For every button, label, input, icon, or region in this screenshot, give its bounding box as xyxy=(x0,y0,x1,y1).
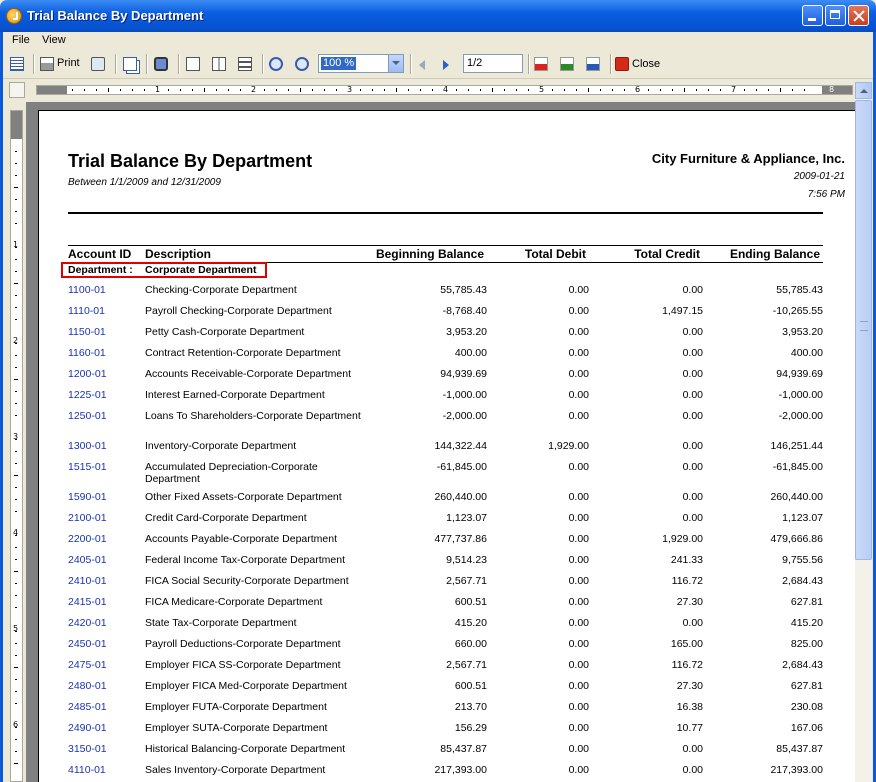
beginning-balance: 144,322.44 xyxy=(434,440,487,452)
header-total-debit: Total Debit xyxy=(524,247,586,261)
toolbar-separator xyxy=(115,54,117,74)
ending-balance: 217,393.00 xyxy=(770,764,823,776)
table-header xyxy=(68,245,823,263)
table-row xyxy=(39,680,855,700)
multi-page-icon xyxy=(212,57,226,71)
ending-balance: 2,684.43 xyxy=(782,575,823,587)
toolbar-separator xyxy=(146,54,148,74)
ending-balance: -2,000.00 xyxy=(778,410,823,422)
total-credit: 0.00 xyxy=(682,389,703,401)
ending-balance: 627.81 xyxy=(790,680,823,692)
beginning-balance: 2,567.71 xyxy=(446,575,487,587)
total-credit: 0.00 xyxy=(682,326,703,338)
beginning-balance: 2,567.71 xyxy=(446,659,487,671)
account-description: Interest Earned-Corporate Department xyxy=(145,389,325,401)
account-description: Employer FUTA-Corporate Department xyxy=(145,701,327,713)
total-debit: 0.00 xyxy=(568,284,589,296)
account-description: State Tax-Corporate Department xyxy=(145,617,297,629)
beginning-balance: -1,000.00 xyxy=(442,389,487,401)
table-row xyxy=(39,461,855,485)
single-page-icon xyxy=(186,57,200,71)
account-description: Loans To Shareholders-Corporate Department xyxy=(145,410,361,422)
account-link[interactable]: 2405-01 xyxy=(68,554,107,566)
total-credit: 165.00 xyxy=(670,638,703,650)
window-frame-left xyxy=(0,32,3,782)
ruler-label: 5 xyxy=(539,85,545,94)
total-credit: 0.00 xyxy=(682,284,703,296)
account-link[interactable]: 1100-01 xyxy=(68,284,106,296)
account-link[interactable]: 2450-01 xyxy=(68,638,107,650)
report-time: 7:56 PM xyxy=(807,189,845,200)
export-pdf-button[interactable] xyxy=(532,54,552,74)
account-description: Payroll Checking-Corporate Department xyxy=(145,305,332,317)
table-row xyxy=(39,617,855,637)
printer-icon xyxy=(40,57,54,71)
account-link[interactable]: 1250-01 xyxy=(68,410,107,422)
total-credit: 1,497.15 xyxy=(662,305,703,317)
total-credit: 0.00 xyxy=(682,743,703,755)
account-description: Payroll Deductions-Corporate Department xyxy=(145,638,341,650)
beginning-balance: 660.00 xyxy=(454,638,487,650)
arrow-right-icon xyxy=(443,60,449,70)
title-bar[interactable] xyxy=(0,0,876,32)
beginning-balance: 477,737.86 xyxy=(434,533,487,545)
ending-balance: 230.08 xyxy=(790,701,823,713)
beginning-balance: 400.00 xyxy=(454,347,487,359)
vertical-ruler xyxy=(10,110,23,782)
app-icon xyxy=(6,8,22,24)
previous-page-button[interactable] xyxy=(413,54,433,74)
ending-balance: 55,785.43 xyxy=(776,284,823,296)
account-link[interactable]: 1160-01 xyxy=(68,347,106,359)
account-link[interactable]: 1200-01 xyxy=(68,368,107,380)
ruler-label: 1 xyxy=(155,85,161,94)
page-number-input[interactable]: 1/2 xyxy=(463,54,523,73)
account-description: Other Fixed Assets-Corporate Department xyxy=(145,491,342,503)
header-ending-balance: Ending Balance xyxy=(729,247,820,261)
total-credit: 27.30 xyxy=(676,680,703,692)
ruler-ticks xyxy=(11,111,22,781)
total-debit: 0.00 xyxy=(568,743,589,755)
ruler-label: 6 xyxy=(13,720,19,729)
ending-balance: 85,437.87 xyxy=(776,743,823,755)
ending-balance: 3,953.20 xyxy=(782,326,823,338)
excel-icon xyxy=(560,57,574,71)
page-setup-button[interactable] xyxy=(89,54,109,74)
account-description: Historical Balancing-Corporate Department xyxy=(145,743,346,755)
beginning-balance: 260,440.00 xyxy=(434,491,487,503)
account-link[interactable]: 1110-01 xyxy=(68,305,105,317)
scroll-thumb[interactable] xyxy=(855,100,872,560)
ruler-row xyxy=(3,80,873,102)
beginning-balance: 156.29 xyxy=(454,722,487,734)
account-description: FICA Medicare-Corporate Department xyxy=(145,596,323,608)
account-link[interactable]: 3150-01 xyxy=(68,743,107,755)
account-link[interactable]: 2410-01 xyxy=(68,575,107,587)
account-link[interactable]: 2480-01 xyxy=(68,680,107,692)
account-description: Employer FICA SS-Corporate Department xyxy=(145,659,341,671)
zoom-out-icon xyxy=(269,57,283,71)
total-debit: 0.00 xyxy=(568,722,589,734)
account-description: Checking-Corporate Department xyxy=(145,284,297,296)
export-word-button[interactable] xyxy=(584,54,604,74)
table-row xyxy=(39,410,855,430)
report-viewport[interactable] xyxy=(26,102,855,782)
ending-balance: 146,251.44 xyxy=(770,440,823,452)
ending-balance: 94,939.69 xyxy=(776,368,823,380)
horizontal-ruler xyxy=(36,85,853,95)
maximize-button[interactable] xyxy=(825,5,846,26)
account-description: Petty Cash-Corporate Department xyxy=(145,326,305,338)
header-total-credit: Total Credit xyxy=(634,247,700,261)
zoom-in-button[interactable] xyxy=(293,54,313,74)
total-debit: 0.00 xyxy=(568,596,589,608)
account-link[interactable]: 2485-01 xyxy=(68,701,107,713)
total-credit: 0.00 xyxy=(682,764,703,776)
account-description: Inventory-Corporate Department xyxy=(145,440,297,452)
table-row xyxy=(39,440,855,460)
total-debit: 0.00 xyxy=(568,533,589,545)
ending-balance: 415.20 xyxy=(790,617,823,629)
table-row xyxy=(39,512,855,532)
total-credit: 241.33 xyxy=(670,554,703,566)
arrow-left-icon xyxy=(419,60,425,70)
total-credit: 16.38 xyxy=(676,701,703,713)
account-link[interactable]: 1225-01 xyxy=(68,389,107,401)
total-credit: 0.00 xyxy=(682,617,703,629)
total-credit: 116.72 xyxy=(671,575,703,587)
account-description: Accumulated Depreciation-Corporate Department xyxy=(145,461,318,485)
close-window-button[interactable] xyxy=(848,5,869,26)
toolbar-separator xyxy=(528,54,530,74)
table-row xyxy=(39,743,855,763)
ruler-label: 4 xyxy=(13,528,19,537)
table-row xyxy=(39,368,855,388)
table-row xyxy=(39,701,855,721)
word-icon xyxy=(586,57,600,71)
minimize-button[interactable] xyxy=(802,5,823,26)
table-row xyxy=(39,491,855,511)
account-description: Employer SUTA-Corporate Department xyxy=(145,722,328,734)
vertical-scrollbar[interactable] xyxy=(855,82,872,782)
beginning-balance: 415.20 xyxy=(454,617,487,629)
table-row xyxy=(39,305,855,325)
zoom-in-icon xyxy=(295,57,309,71)
table-row xyxy=(39,326,855,346)
ruler-label: 3 xyxy=(347,85,353,94)
report-title: Trial Balance By Department xyxy=(68,151,313,171)
table-row xyxy=(39,722,855,742)
menu-view[interactable]: View xyxy=(42,34,66,46)
total-debit: 0.00 xyxy=(568,575,589,587)
multiple-pages-button[interactable] xyxy=(210,54,230,74)
grip-icon xyxy=(860,321,868,331)
header-description: Description xyxy=(145,247,212,261)
ruler-label: 2 xyxy=(251,85,257,94)
total-debit: 0.00 xyxy=(568,326,589,338)
find-button[interactable] xyxy=(152,54,172,74)
total-debit: 0.00 xyxy=(568,617,589,629)
scroll-up-button[interactable] xyxy=(855,82,872,99)
pdf-icon xyxy=(534,57,548,71)
title-divider xyxy=(68,212,823,214)
total-credit: 1,929.00 xyxy=(662,533,703,545)
page-setup-icon xyxy=(91,57,105,71)
department-name: Corporate Department xyxy=(145,264,257,276)
ending-balance: -61,845.00 xyxy=(772,461,823,473)
beginning-balance: 213.70 xyxy=(454,701,487,713)
total-debit: 0.00 xyxy=(568,680,589,692)
account-link[interactable]: 4110-01 xyxy=(68,764,106,776)
toolbar-separator xyxy=(178,54,180,74)
close-icon xyxy=(615,57,629,71)
total-credit: 0.00 xyxy=(682,440,703,452)
total-debit: 0.00 xyxy=(568,701,589,713)
header-account-id: Account ID xyxy=(68,247,132,261)
account-description: Accounts Payable-Corporate Department xyxy=(145,533,338,545)
close-label: Close xyxy=(632,58,661,70)
beginning-balance: 1,123.07 xyxy=(446,512,487,524)
report-date: 2009-01-21 xyxy=(793,171,845,182)
table-row xyxy=(39,554,855,574)
total-debit: 0.00 xyxy=(568,491,589,503)
total-credit: 0.00 xyxy=(682,491,703,503)
total-debit: 0.00 xyxy=(568,305,589,317)
account-link[interactable]: 2415-01 xyxy=(68,596,107,608)
beginning-balance: 85,437.87 xyxy=(440,743,487,755)
ending-balance: 627.81 xyxy=(790,596,823,608)
total-debit: 0.00 xyxy=(568,638,589,650)
account-link[interactable]: 2100-01 xyxy=(68,512,107,524)
toolbar-separator xyxy=(262,54,264,74)
company-name: City Furniture & Appliance, Inc. xyxy=(651,151,845,166)
ending-balance: -10,265.55 xyxy=(772,305,823,317)
ending-balance: 825.00 xyxy=(790,638,823,650)
account-description: Accounts Receivable-Corporate Department xyxy=(145,368,352,380)
toolbar-separator xyxy=(610,54,612,74)
total-debit: 0.00 xyxy=(568,410,589,422)
beginning-balance: 55,785.43 xyxy=(440,284,487,296)
total-credit: 0.00 xyxy=(682,368,703,380)
table-row xyxy=(39,638,855,658)
account-description: Sales Inventory-Corporate Department xyxy=(145,764,326,776)
ending-balance: 1,123.07 xyxy=(782,512,823,524)
beginning-balance: -61,845.00 xyxy=(436,461,487,473)
ruler-corner xyxy=(9,82,25,98)
total-credit: 116.72 xyxy=(671,659,703,671)
toolbar xyxy=(3,50,873,79)
account-link[interactable]: 1300-01 xyxy=(68,440,107,452)
ruler-label: 3 xyxy=(13,432,19,441)
report-page xyxy=(38,110,855,782)
beginning-balance: 9,514.23 xyxy=(446,554,487,566)
continuous-icon xyxy=(238,57,252,71)
account-link[interactable]: 2475-01 xyxy=(68,659,107,671)
account-link[interactable]: 1590-01 xyxy=(68,491,107,503)
ruler-label: 6 xyxy=(635,85,641,94)
account-link[interactable]: 2200-01 xyxy=(68,533,107,545)
ending-balance: 260,440.00 xyxy=(770,491,823,503)
ending-balance: 479,666.86 xyxy=(770,533,823,545)
table-row xyxy=(39,596,855,616)
copy-button[interactable] xyxy=(121,54,141,74)
table-row xyxy=(39,347,855,367)
department-label: Department : xyxy=(68,264,133,276)
ending-balance: 2,684.43 xyxy=(782,659,823,671)
print-button[interactable] xyxy=(38,54,82,74)
total-credit: 27.30 xyxy=(676,596,703,608)
ending-balance: 400.00 xyxy=(790,347,823,359)
total-debit: 0.00 xyxy=(568,389,589,401)
total-debit: 0.00 xyxy=(568,554,589,566)
report-date-range: Between 1/1/2009 and 12/31/2009 xyxy=(68,177,221,188)
ending-balance: -1,000.00 xyxy=(778,389,823,401)
copy-icon xyxy=(123,57,137,71)
beginning-balance: -2,000.00 xyxy=(442,410,487,422)
close-report-button[interactable] xyxy=(614,54,664,74)
ending-balance: 167.06 xyxy=(790,722,823,734)
total-credit: 10.77 xyxy=(676,722,703,734)
account-link[interactable]: 2420-01 xyxy=(68,617,107,629)
table-row xyxy=(39,575,855,595)
account-description: Credit Card-Corporate Department xyxy=(145,512,307,524)
chevron-down-icon[interactable] xyxy=(388,55,403,72)
total-debit: 0.00 xyxy=(568,461,589,473)
total-credit: 0.00 xyxy=(682,347,703,359)
zoom-value: 100 % xyxy=(323,57,355,69)
table-row xyxy=(39,764,855,782)
ruler-label: 5 xyxy=(13,624,19,633)
table-row xyxy=(39,659,855,679)
menu-file[interactable]: File xyxy=(12,34,30,46)
total-debit: 0.00 xyxy=(568,347,589,359)
zoom-out-button[interactable] xyxy=(267,54,287,74)
total-credit: 0.00 xyxy=(682,410,703,422)
total-debit: 0.00 xyxy=(568,764,589,776)
account-description: Employer FICA Med-Corporate Department xyxy=(145,680,347,692)
beginning-balance: -8,768.40 xyxy=(442,305,487,317)
header-beginning-balance: Beginning Balance xyxy=(375,247,484,261)
ruler-label: 7 xyxy=(731,85,737,94)
beginning-balance: 600.51 xyxy=(454,680,487,692)
total-debit: 0.00 xyxy=(568,368,589,380)
document-map-icon xyxy=(10,57,24,71)
account-description: Federal Income Tax-Corporate Department xyxy=(145,554,345,566)
binoculars-icon xyxy=(154,57,168,71)
account-link[interactable]: 1515-01 xyxy=(68,461,107,473)
account-description: Contract Retention-Corporate Department xyxy=(145,347,341,359)
total-debit: 1,929.00 xyxy=(548,440,589,452)
table-row xyxy=(39,284,855,304)
beginning-balance: 600.51 xyxy=(454,596,487,608)
total-debit: 0.00 xyxy=(568,512,589,524)
toggle-sidebar-button[interactable] xyxy=(8,54,26,74)
total-credit: 0.00 xyxy=(682,512,703,524)
ruler-label: 2 xyxy=(13,336,19,345)
ruler-label: 4 xyxy=(443,85,449,94)
account-link[interactable]: 2490-01 xyxy=(68,722,107,734)
ending-balance: 9,755.56 xyxy=(782,554,823,566)
print-label: Print xyxy=(57,57,80,69)
window-title: Trial Balance By Department xyxy=(27,8,204,23)
toolbar-separator xyxy=(33,54,35,74)
table-row xyxy=(39,533,855,553)
single-page-button[interactable] xyxy=(184,54,204,74)
beginning-balance: 217,393.00 xyxy=(434,764,487,776)
continuous-scroll-button[interactable] xyxy=(236,54,256,74)
ruler-label: 1 xyxy=(13,240,19,249)
total-credit: 0.00 xyxy=(682,461,703,473)
table-row xyxy=(39,389,855,409)
export-excel-button[interactable] xyxy=(558,54,578,74)
ruler-label: 8 xyxy=(829,85,835,94)
total-debit: 0.00 xyxy=(568,659,589,671)
account-link[interactable]: 1150-01 xyxy=(68,326,106,338)
beginning-balance: 3,953.20 xyxy=(446,326,487,338)
beginning-balance: 94,939.69 xyxy=(440,368,487,380)
menu-bar xyxy=(3,32,873,50)
account-description: FICA Social Security-Corporate Department xyxy=(145,575,349,587)
zoom-select[interactable] xyxy=(318,54,404,73)
next-page-button[interactable] xyxy=(436,54,456,74)
toolbar-separator xyxy=(410,54,412,74)
